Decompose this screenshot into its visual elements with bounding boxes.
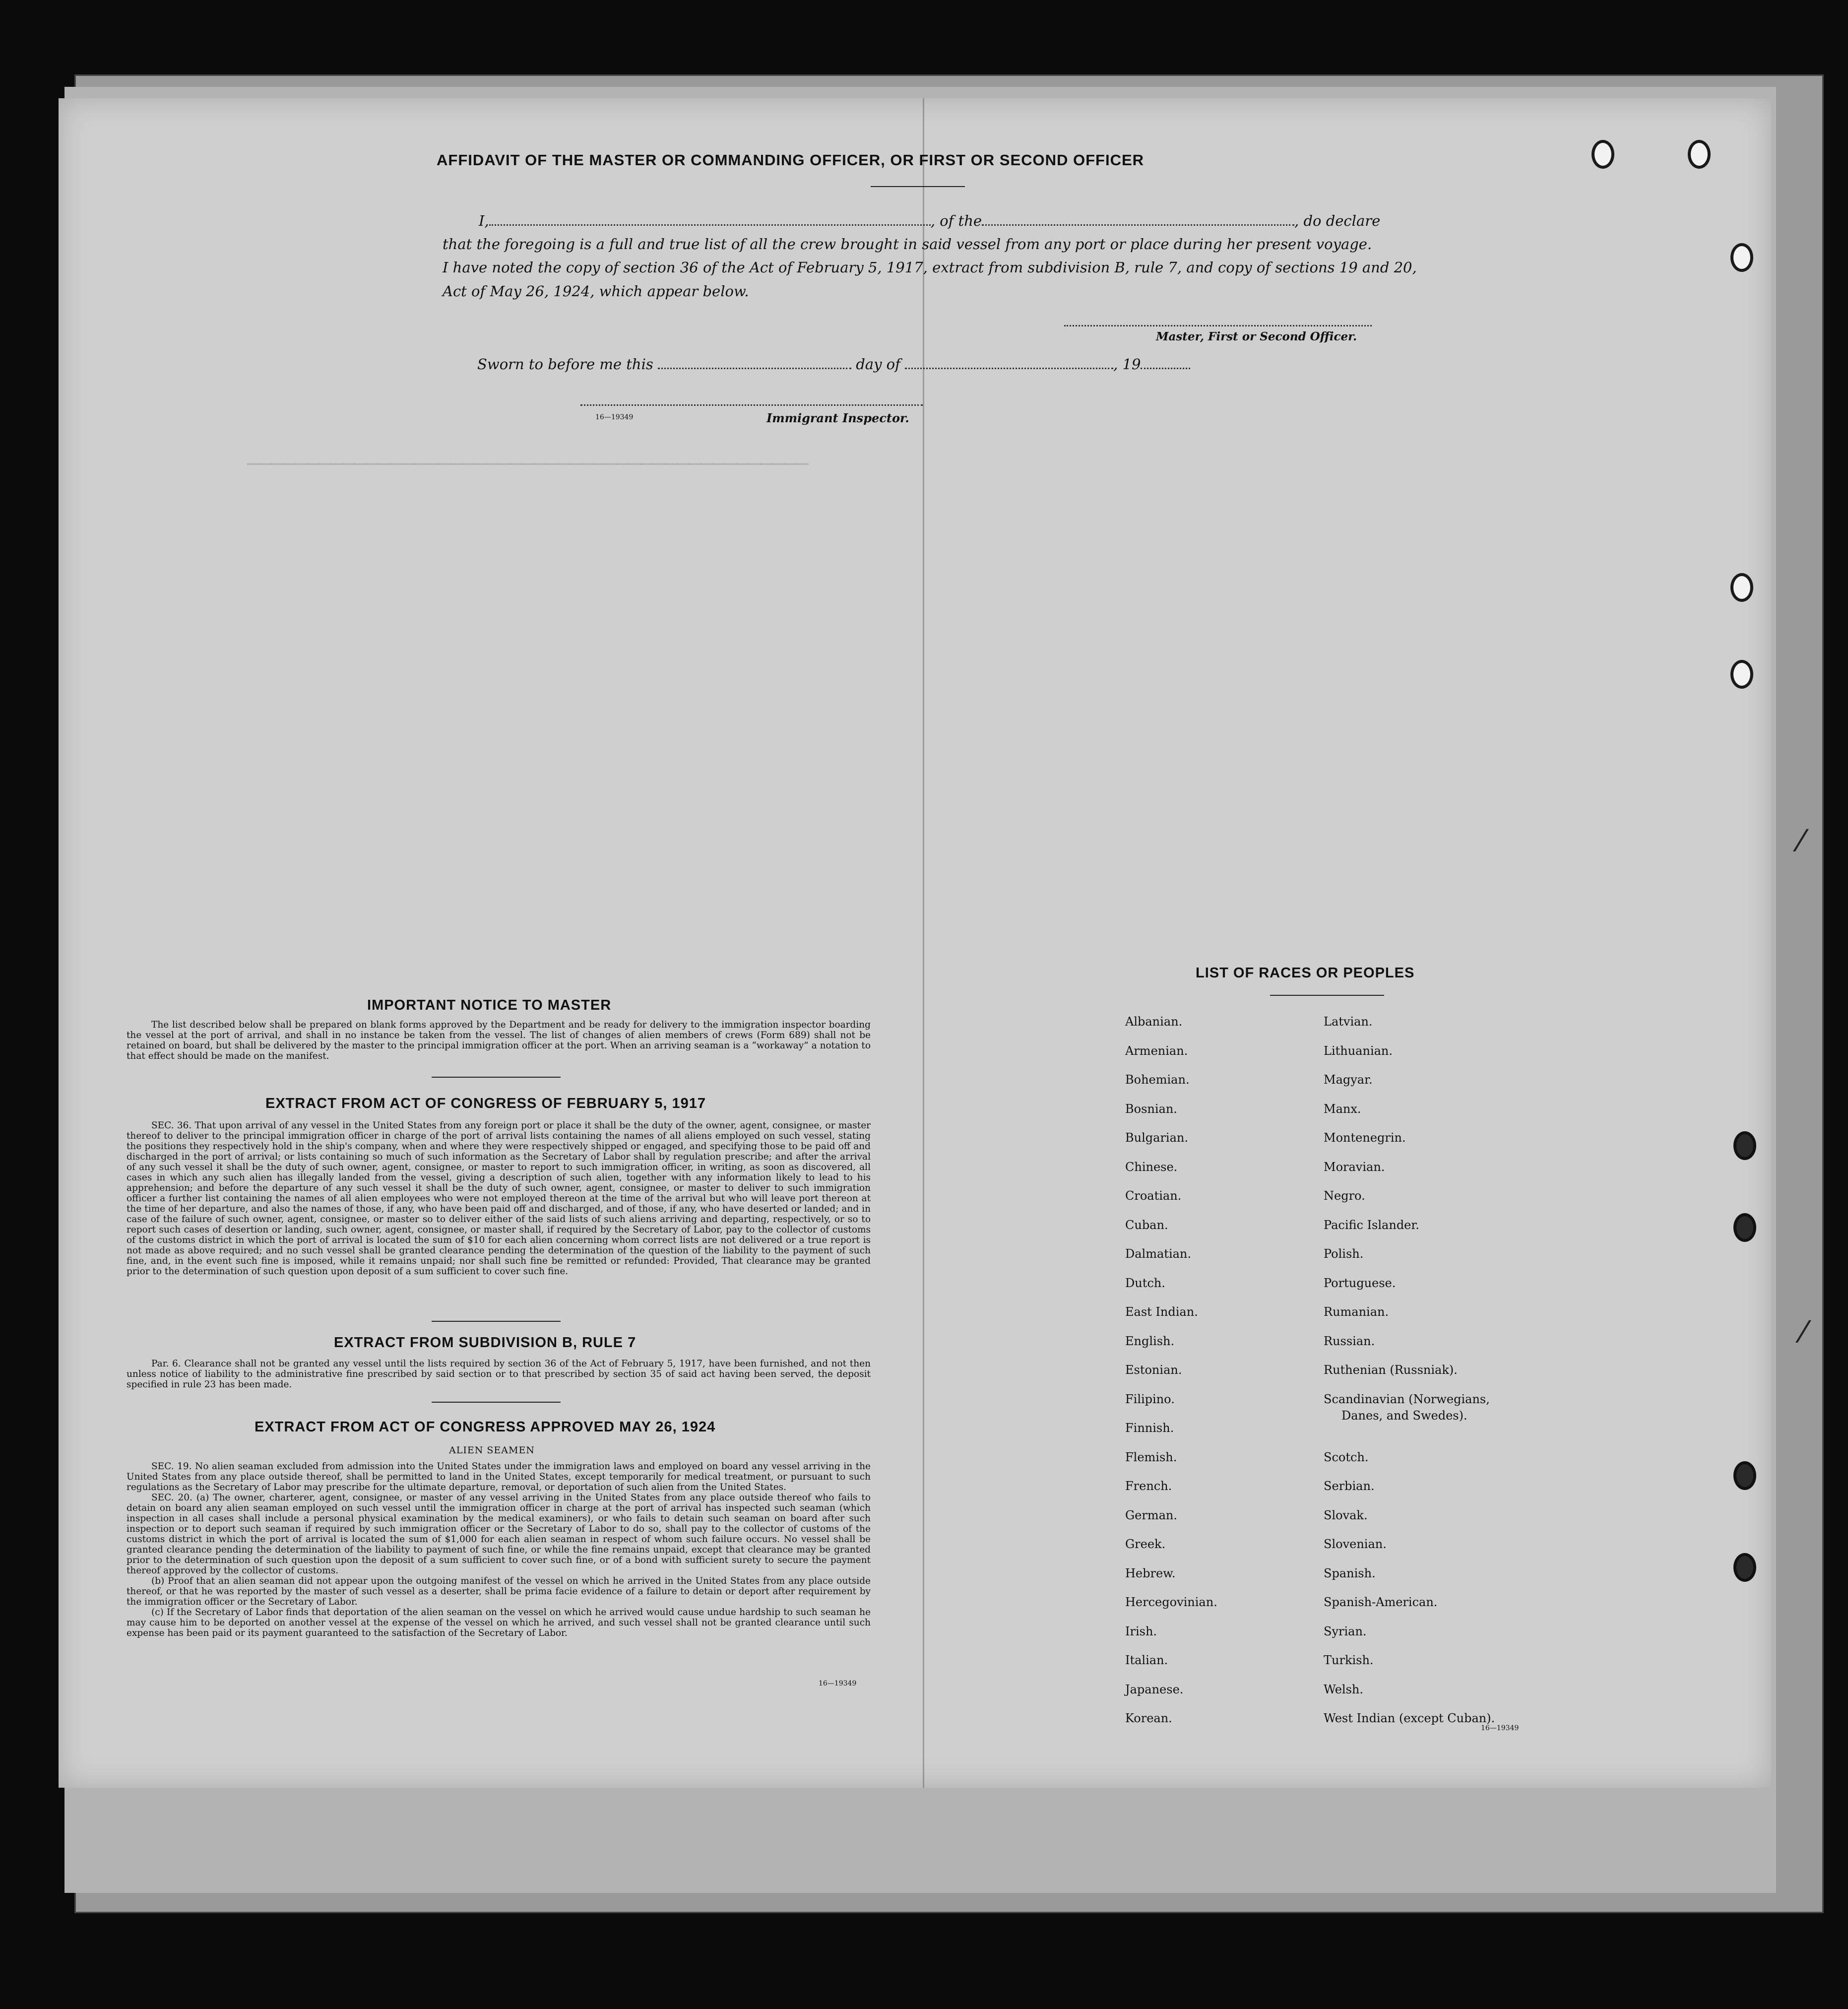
sworn-day-blank[interactable] (658, 368, 851, 369)
punch-hole (1733, 1213, 1756, 1242)
race-item: Danes, and Swedes). (1341, 1408, 1467, 1423)
races-rule (1270, 995, 1384, 996)
race-item: Japanese. (1125, 1682, 1184, 1696)
race-item: Hebrew. (1125, 1566, 1176, 1580)
race-item: Dalmatian. (1125, 1247, 1192, 1261)
punch-hole (1730, 243, 1753, 272)
act1917-text: SEC. 36. That upon arrival of any vessel in the United States from any foreign port or place it shall be the duty of the owner, agent, consignee, or master thereof to deliver to the principal immigration officer in charge of the port of arrival lists containing the names of all aliens employed on such vessel, stating the positions they respectively hold in the ship's company, when and where they were respectively shipped or engaged, and specifying those to be paid off and discharged in the port of arrival; or lists containing so much of such information as the Secretary of Labor shall by regulation prescribe; and after the arrival of any such vessel it shall be the duty of such owner, agent, consignee, or master to report to such immigration officer, in writing, as soon as discovered, all cases in which any such alien has illegally landed from the vessel, giving a description of such alien, together with any information likely to lead to his apprehension; and before the departure of any such vessel it shall be the duty of such owner, agent, consignee, or master to deliver to such immigration officer a further list containing the names of all alien employees who were not employed thereon at the time of the arrival but who will leave port thereon at the time of her departure, and also the names of those, if any, who have been paid off and discharged, and of those, if any, who have deserted or landed; and in case of the failure of such owner, agent, consignee, or master so to deliver either of the said lists of such aliens arriving and departing, respectively, or so to report such cases of desertion or landing, such owner, agent, consignee, or master shall, if required by the Secretary of Labor, pay to the collector of customs of the customs district in which the port of arrival is located the sum of $10 for each alien concerning whom correct lists are not delivered or a true report is not made as above required; and no such vessel shall be granted clearance pending the determination of the question of the liability to the payment of such fine, and, in the event such fine is imposed, while it remains unpaid; nor shall such fine be remitted or refunded: Provided, That clearance may be granted prior to the determination of such question upon deposit of a sum sufficient to cover such fine. (127, 1120, 871, 1277)
race-item: Bosnian. (1125, 1102, 1177, 1116)
notice-text: The list described below shall be prepared on blank forms approved by the Department and be ready for delivery to the immigration inspector boarding the vessel at the port of arrival, and shall in no instance be taken from the vessel. The list of changes of alien members of crews (Form 689) shall not be retained on board, but shall be delivered by the master to the principal immigration officer at the port. When an arriving seaman is a “workaway” a notation to that effect should be made on the manifest. (127, 1020, 871, 1061)
form-number: 16—19349 (819, 1680, 857, 1687)
margin-handwriting-mark: ⁄ (1801, 1315, 1806, 1350)
sec20b-text: (b) Proof that an alien seaman did not appear upon the outgoing manifest of the vessel on which he arrived in the United States from any place outside thereof, or that he was reported by the master of such vessel as a deserter, shall be prima facie evidence of a failure to detain or deport after requirement by the immigration officer or the Secretary of Labor. (127, 1576, 871, 1607)
section-rule (432, 1321, 561, 1322)
affidavit-declare: , do declare (1294, 212, 1381, 229)
race-item: Slovenian. (1324, 1537, 1387, 1551)
act1924-title: EXTRACT FROM ACT OF CONGRESS APPROVED MAY 26, 1924 (255, 1419, 716, 1435)
affidavit-line2: that the foregoing is a full and true list of all the crew brought in said vessel from any port or place during her present voyage. (443, 236, 1372, 253)
affidavit-line3: I have noted the copy of section 36 of the Act of February 5, 1917, extract from subdivision B, rule 7, and copy of sections 19 and 20, (443, 259, 1417, 276)
race-item: Korean. (1125, 1711, 1172, 1725)
race-item: Rumanian. (1324, 1305, 1389, 1319)
margin-handwriting-mark: ⁄ (1798, 824, 1804, 858)
affidavit-line4: Act of May 26, 1924, which appear below. (443, 283, 749, 300)
rule7-text: Par. 6. Clearance shall not be granted any vessel until the lists required by section 36 of the Act of February 5, 1917, have been furnished, and not then unless notice of liability to the administrative fine prescribed by said section or to that prescribed by section 35 of said act having been served, the deposit specified in rule 23 has been made. (127, 1359, 871, 1390)
master-signature-blank[interactable] (1064, 325, 1372, 326)
race-item: Croatian. (1125, 1189, 1182, 1203)
form-page: ─────────────────────────────────────────────── (59, 98, 1771, 1788)
race-item: Cuban. (1125, 1218, 1168, 1232)
name-blank[interactable] (489, 224, 931, 226)
notice-title: IMPORTANT NOTICE TO MASTER (367, 997, 612, 1013)
race-item: Finnish. (1125, 1421, 1174, 1435)
race-item: Portuguese. (1324, 1276, 1396, 1290)
race-item: Chinese. (1125, 1160, 1178, 1174)
sworn-month-blank[interactable] (905, 368, 1113, 369)
punch-hole (1592, 140, 1614, 169)
race-item: Syrian. (1324, 1624, 1367, 1638)
sworn-label: Sworn to before me this (477, 356, 653, 373)
race-item: Lithuanian. (1324, 1043, 1393, 1058)
race-item: Spanish-American. (1324, 1595, 1438, 1609)
race-item: Polish. (1324, 1247, 1364, 1261)
master-signature-label: Master, First or Second Officer. (1156, 330, 1357, 343)
race-item: Welsh. (1324, 1682, 1363, 1696)
race-item: Russian. (1324, 1334, 1375, 1348)
inspector-signature-blank[interactable] (580, 404, 923, 406)
races-right-column (1324, 1007, 1495, 1733)
race-item: Turkish. (1324, 1653, 1374, 1667)
race-item: Greek. (1125, 1537, 1166, 1551)
race-item: English. (1125, 1334, 1175, 1348)
sec20a-text: SEC. 20. (a) The owner, charterer, agent, consignee, or master of any vessel arriving in the United States from any place outside thereof who fails to detain on board any alien seaman employed on such vessel until the immigration officer in charge at the port of arrival has inspected such seaman (which inspection in all cases shall include a personal physical examination by the medical examiners), or who fails to detain such seaman on board after such inspection or to deport such seaman if required by such immigration officer or the Secretary of Labor to do so, shall pay to the collector of customs of the customs district in which the port of arrival is located the sum of $1,000 for each alien seaman in respect of whom such failure occurs. No vessel shall be granted clearance pending the determination of the liability to payment of such fine, or while the fine remains unpaid, except that clearance may be granted prior to the determination of such question upon the deposit of a sum sufficient to cover such fine, or of a bond with sufficient surety to secure the payment thereof approved by the collector of customs. (127, 1492, 871, 1576)
section-rule (432, 1077, 561, 1078)
sworn-line (477, 356, 1190, 373)
form-number: 16—19349 (595, 413, 634, 421)
race-item: Spanish. (1324, 1566, 1376, 1580)
race-item: West Indian (except Cuban). (1324, 1711, 1495, 1725)
day-of-label: day of (856, 356, 900, 373)
act1924-text (127, 1461, 871, 1638)
race-item: Flemish. (1125, 1450, 1177, 1464)
punch-hole (1730, 573, 1753, 602)
punch-hole (1730, 660, 1753, 689)
vessel-blank[interactable] (982, 224, 1294, 226)
sec20c-text: (c) If the Secretary of Labor finds that deportation of the alien seaman on the vessel on which he arrived would cause undue hardship to such seaman he may cause him to be deported on another vessel at the expense of the vessel on which he arrived, and such vessel shall not be granted clearance until such expense has been paid or its payment guaranteed to the satisfaction of the Secretary of Labor. (127, 1607, 871, 1638)
punch-hole (1733, 1131, 1756, 1160)
race-item: Serbian. (1324, 1479, 1375, 1493)
section-rule (432, 1402, 561, 1403)
race-item: Moravian. (1324, 1160, 1385, 1174)
year-label: , 19 (1113, 356, 1141, 373)
race-item: Bulgarian. (1125, 1131, 1188, 1145)
race-item: French. (1125, 1479, 1172, 1493)
affidavit-i: I, (479, 212, 489, 229)
race-item: Filipino. (1125, 1392, 1175, 1406)
affidavit-of-the: , of the (930, 212, 982, 229)
race-item: Italian. (1125, 1653, 1168, 1667)
race-item: German. (1125, 1508, 1177, 1522)
inspector-label: Immigrant Inspector. (766, 411, 909, 425)
race-item: Magyar. (1324, 1073, 1373, 1087)
race-item: Pacific Islander. (1324, 1218, 1419, 1232)
rule7-title: EXTRACT FROM SUBDIVISION B, RULE 7 (334, 1335, 637, 1351)
race-item: Scotch. (1324, 1450, 1369, 1464)
race-item: Slovak. (1324, 1508, 1368, 1522)
race-item: Manx. (1324, 1102, 1361, 1116)
title-rule (871, 186, 965, 187)
race-item: Irish. (1125, 1624, 1157, 1638)
race-item: Latvian. (1324, 1015, 1373, 1029)
affidavit-line1 (479, 212, 1380, 229)
page-fold (923, 98, 924, 1788)
punch-hole (1688, 140, 1711, 169)
sworn-year-blank[interactable] (1141, 368, 1190, 369)
race-item: Dutch. (1125, 1276, 1165, 1290)
races-title: LIST OF RACES OR PEOPLES (1196, 965, 1415, 981)
punch-hole (1733, 1461, 1756, 1490)
act1917-title: EXTRACT FROM ACT OF CONGRESS OF FEBRUARY 5, 1917 (265, 1096, 706, 1111)
race-item: Negro. (1324, 1189, 1365, 1203)
sec19-text: SEC. 19. No alien seaman excluded from admission into the United States under the immigration laws and employed on board any vessel arriving in the United States from any place outside thereof, shall be permitted to land in the United States, except temporarily for medical treatment, or pursuant to such regulations as the Secretary of Labor may prescribe for the ultimate departure, removal, or deportation of such alien from the United States. (127, 1461, 871, 1492)
race-item: Estonian. (1125, 1363, 1182, 1377)
races-left-column (1125, 1007, 1217, 1733)
race-item: Bohemian. (1125, 1073, 1190, 1087)
affidavit-title: AFFIDAVIT OF THE MASTER OR COMMANDING OFFICER, OR FIRST OR SECOND OFFICER (437, 151, 1145, 169)
race-item: Montenegrin. (1324, 1131, 1406, 1145)
act1924-subtitle: ALIEN SEAMEN (449, 1445, 535, 1456)
race-item: Armenian. (1125, 1043, 1188, 1058)
race-item: Albanian. (1125, 1015, 1183, 1029)
race-item: Hercegovinian. (1125, 1595, 1217, 1609)
form-number: 16—19349 (1481, 1724, 1519, 1732)
race-item: Scandinavian (Norwegians, (1324, 1392, 1490, 1406)
race-item: East Indian. (1125, 1305, 1198, 1319)
race-item: Ruthenian (Russniak). (1324, 1363, 1458, 1377)
punch-hole (1733, 1553, 1756, 1582)
